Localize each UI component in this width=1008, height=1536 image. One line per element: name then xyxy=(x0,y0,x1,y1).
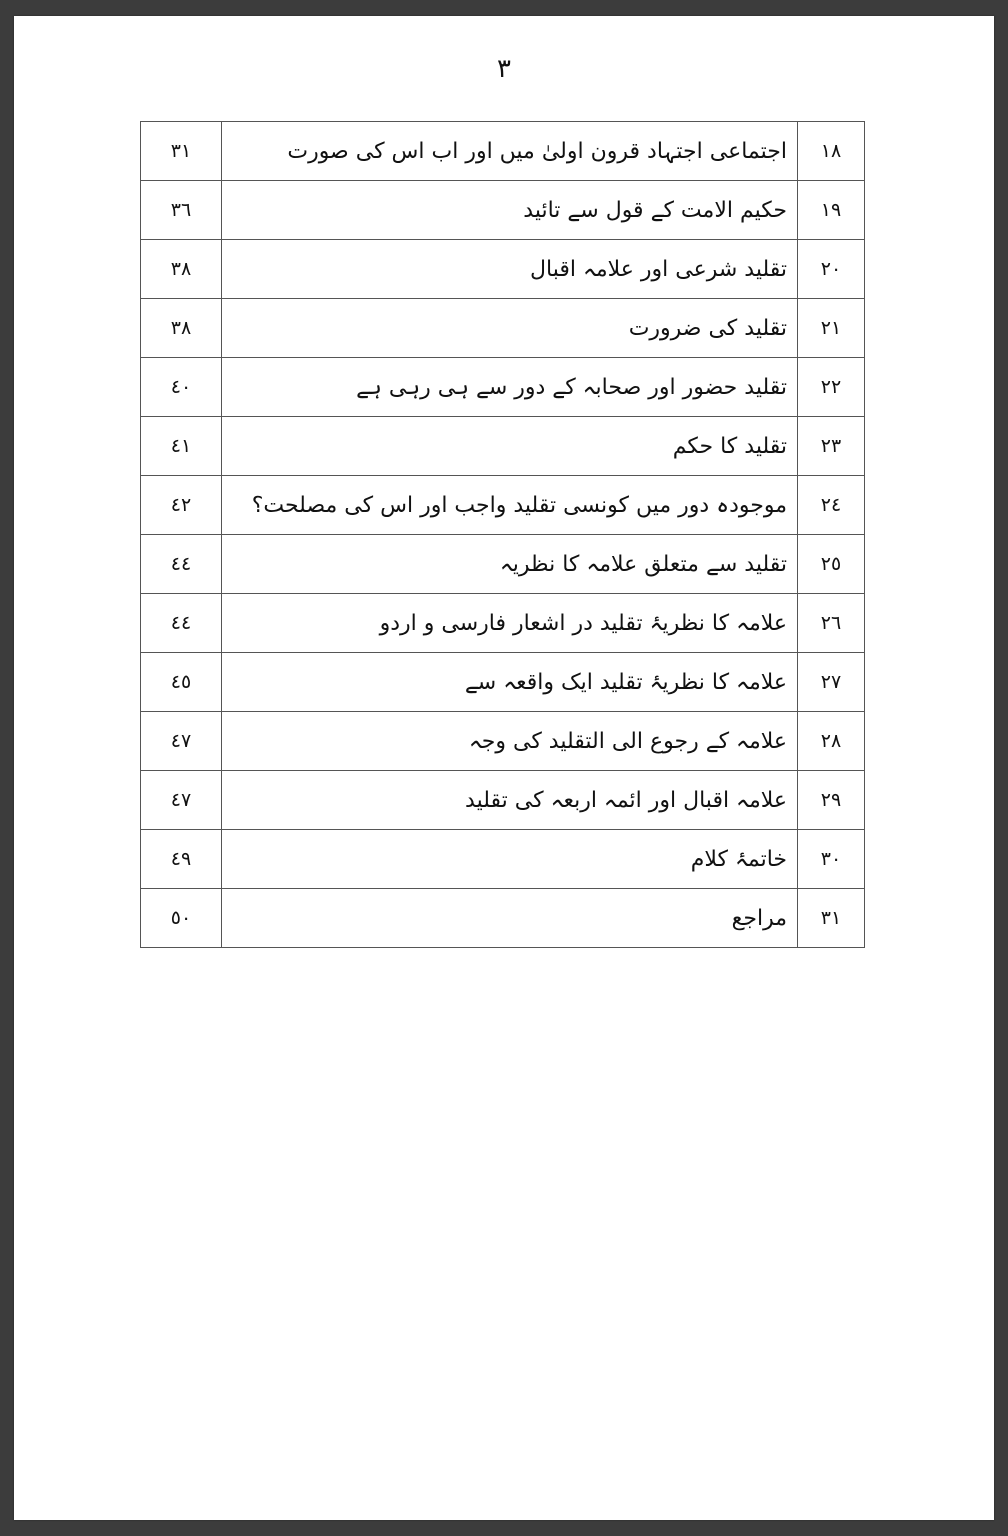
toc-number: ٢١ xyxy=(798,299,865,358)
toc-page: ٣١ xyxy=(141,122,222,181)
toc-page: ٤٧ xyxy=(141,771,222,830)
toc-row xyxy=(141,476,865,535)
toc-row xyxy=(141,240,865,299)
toc-page: ٤١ xyxy=(141,417,222,476)
toc-number: ١٩ xyxy=(798,181,865,240)
toc-row xyxy=(141,830,865,889)
toc-row xyxy=(141,181,865,240)
toc-number: ٢٣ xyxy=(798,417,865,476)
document-page xyxy=(14,16,994,1520)
toc-page: ٤٤ xyxy=(141,535,222,594)
table-of-contents xyxy=(140,121,865,948)
toc-row xyxy=(141,653,865,712)
toc-title: تقلید کی ضرورت xyxy=(222,299,798,358)
toc-title: علامہ اقبال اور ائمہ اربعہ کی تقلید xyxy=(222,771,798,830)
toc-page: ٣٨ xyxy=(141,299,222,358)
toc-row xyxy=(141,771,865,830)
toc-page: ٣٨ xyxy=(141,240,222,299)
toc-row xyxy=(141,712,865,771)
toc-number: ٢٥ xyxy=(798,535,865,594)
toc-number: ٣١ xyxy=(798,889,865,948)
toc-row xyxy=(141,122,865,181)
toc-page: ٤٥ xyxy=(141,653,222,712)
toc-title: تقلید شرعی اور علامہ اقبال xyxy=(222,240,798,299)
toc-title: مراجع xyxy=(222,889,798,948)
toc-number: ٢٧ xyxy=(798,653,865,712)
toc-row xyxy=(141,358,865,417)
toc-title: علامہ کا نظریۂ تقلید در اشعار فارسی و اردو xyxy=(222,594,798,653)
toc-page: ٤٠ xyxy=(141,358,222,417)
toc-number: ٢٩ xyxy=(798,771,865,830)
toc-row xyxy=(141,299,865,358)
toc-title: حکیم الامت کے قول سے تائید xyxy=(222,181,798,240)
toc-title: علامہ کے رجوع الی التقلید کی وجہ xyxy=(222,712,798,771)
toc-number: ٢٦ xyxy=(798,594,865,653)
toc-row xyxy=(141,535,865,594)
toc-row xyxy=(141,594,865,653)
page-number: ٣ xyxy=(497,54,511,84)
toc-title: تقلید کا حکم xyxy=(222,417,798,476)
toc-number: ١٨ xyxy=(798,122,865,181)
toc-title: تقلید حضور اور صحابہ کے دور سے ہی رہی ہے xyxy=(222,358,798,417)
toc-title: اجتماعی اجتہاد قرون اولیٰ میں اور اب اس کی صورت xyxy=(222,122,798,181)
toc-number: ٣٠ xyxy=(798,830,865,889)
toc-title: خاتمۂ کلام xyxy=(222,830,798,889)
toc-page: ٥٠ xyxy=(141,889,222,948)
toc-page: ٤٤ xyxy=(141,594,222,653)
toc-number: ٢٠ xyxy=(798,240,865,299)
toc-row xyxy=(141,417,865,476)
toc-page: ٤٢ xyxy=(141,476,222,535)
toc-title: علامہ کا نظریۂ تقلید ایک واقعہ سے xyxy=(222,653,798,712)
toc-page: ٤٧ xyxy=(141,712,222,771)
toc-number: ٢٨ xyxy=(798,712,865,771)
toc-page: ٤٩ xyxy=(141,830,222,889)
toc-number: ٢٤ xyxy=(798,476,865,535)
toc-row xyxy=(141,889,865,948)
toc-title: تقلید سے متعلق علامہ کا نظریہ xyxy=(222,535,798,594)
toc-title: موجودہ دور میں کونسی تقلید واجب اور اس کی مصلحت؟ xyxy=(222,476,798,535)
toc-page: ٣٦ xyxy=(141,181,222,240)
toc-number: ٢٢ xyxy=(798,358,865,417)
